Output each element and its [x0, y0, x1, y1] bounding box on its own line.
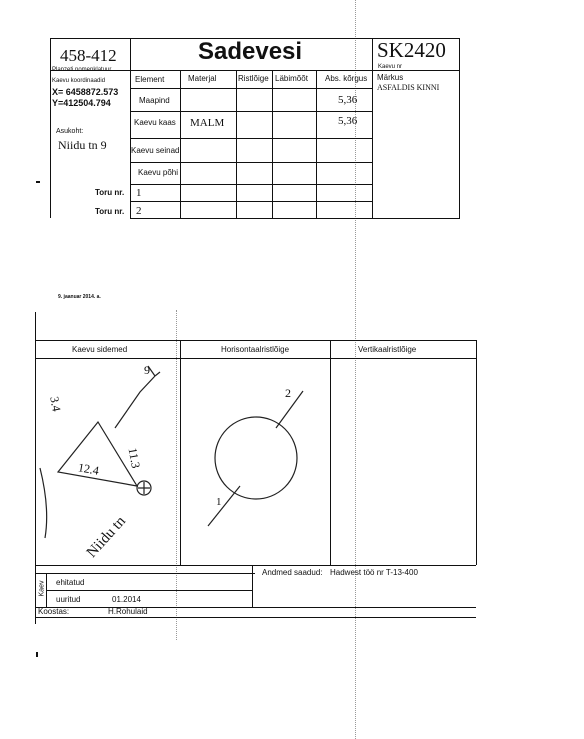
date-note: 9. jaanuar 2014. a.	[58, 294, 101, 300]
measure-label-2: 11.3	[125, 446, 143, 470]
pipe-value-2: 2	[136, 205, 142, 217]
data-source-value: Hadwest töö nr T-13-400	[330, 568, 418, 577]
horizontal-section-drawing	[180, 358, 330, 565]
remark-value: ASFALDIS KINNI	[377, 83, 440, 92]
row-abs-ground: 5,36	[338, 94, 358, 106]
measure-label-3: 3.4	[47, 395, 64, 413]
footer-side-label: Kaev	[38, 580, 46, 597]
coord-x: X= 6458872.573	[52, 87, 119, 97]
page-title: Sadevesi	[198, 38, 303, 65]
well-id-label: Kaevu nr	[378, 64, 403, 70]
street-label: Niidu tn	[83, 513, 129, 561]
coord-y: Y=412504.794	[52, 98, 111, 108]
row-label-lid: Kaevu kaas	[134, 118, 176, 127]
author-label: Koostas:	[38, 607, 70, 616]
location-value: Niidu tn 9	[58, 138, 107, 152]
sheet-number: 458-412	[60, 46, 117, 65]
section-title-connections: Kaevu sidemed	[72, 345, 128, 354]
col-element: Element	[135, 75, 165, 84]
author-value: H.Rohulaid	[108, 607, 148, 616]
surveyed-value: 01.2014	[112, 595, 141, 604]
scan-mark	[36, 652, 38, 657]
row-material-lid: MALM	[190, 117, 225, 129]
section-title-vertical: Vertikaalristlõige	[358, 345, 417, 354]
col-diameter: Läbimõõt	[275, 74, 308, 83]
col-abs-height: Abs. kõrgus	[325, 74, 368, 83]
measure-label-1: 12.4	[76, 460, 101, 478]
pipe-mark-2: 2	[285, 386, 291, 400]
sheet-number-label: Planzeti nomenklatuur	[52, 67, 112, 73]
pipe-value-1: 1	[136, 187, 142, 199]
row-abs-lid: 5,36	[338, 115, 358, 127]
pipe-label-2: Toru nr.	[95, 207, 125, 216]
col-cross-section: Ristlõige	[238, 74, 269, 83]
well-id: SK2420	[377, 38, 446, 62]
row-label-ground: Maapind	[139, 96, 170, 105]
surveyed-label: uuritud	[56, 595, 81, 604]
built-label: ehitatud	[56, 578, 85, 587]
scan-mark	[36, 181, 40, 183]
section-title-horizontal: Horisontaalristlõige	[221, 345, 290, 354]
row-label-bottom: Kaevu põhi	[138, 168, 179, 177]
point-label: 9	[144, 363, 150, 377]
col-material: Materjal	[188, 74, 217, 83]
location-label: Asukoht:	[56, 128, 84, 135]
data-source-label: Andmed saadud:	[262, 568, 323, 577]
col-remark: Märkus	[377, 73, 404, 82]
pipe-mark-1: 1	[216, 496, 222, 508]
row-label-walls: Kaevu seinad	[131, 146, 180, 155]
pipe-label-1: Toru nr.	[95, 188, 125, 197]
coord-label: Kaevu koordinaadid	[52, 78, 106, 84]
